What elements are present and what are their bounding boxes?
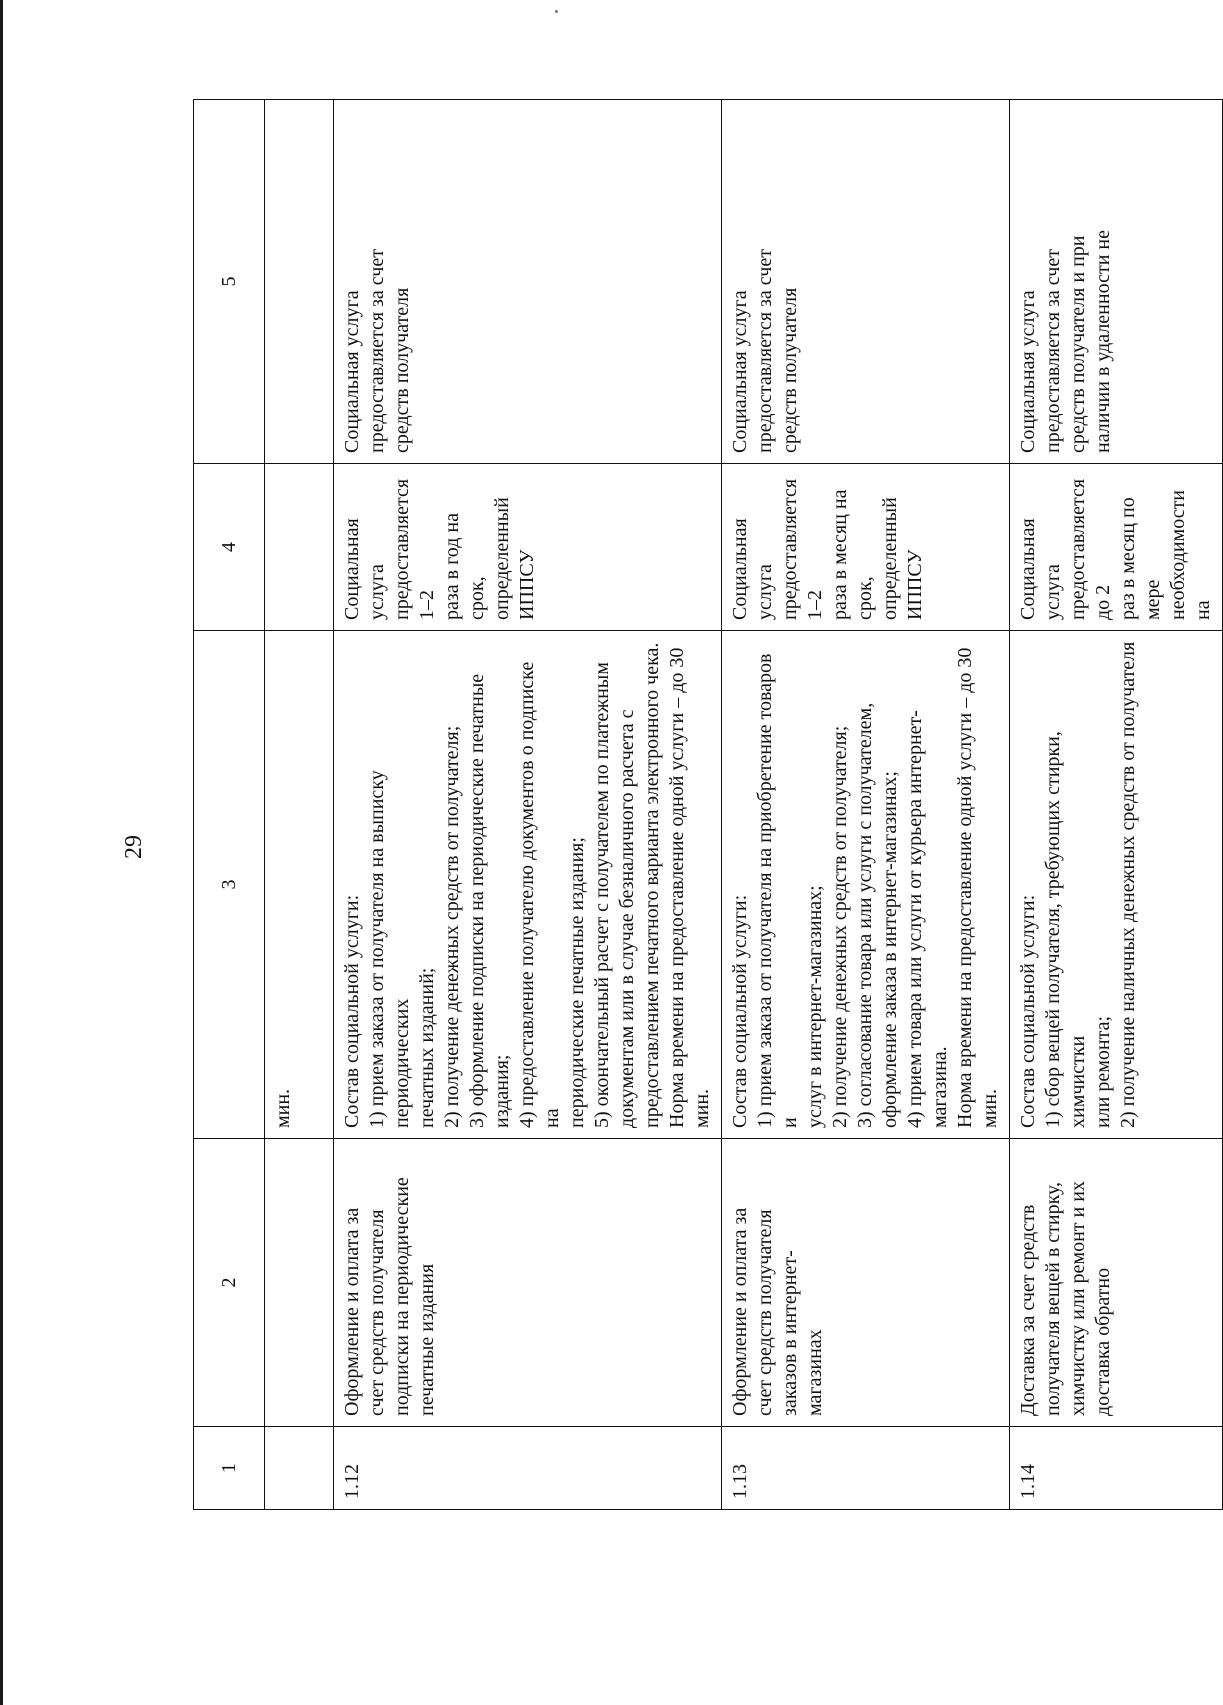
continuation-col-4 (265, 464, 334, 631)
continuation-col-2 (265, 1139, 334, 1427)
service-name-cell (1010, 1139, 1223, 1427)
service-conditions-line: предоставляется за счет (366, 249, 388, 453)
service-composition-line: периодические печатные издания; (566, 837, 588, 1128)
service-composition-line: предоставлением печатного варианта электронного чека. (641, 642, 663, 1128)
header-col-2: 2 (194, 1139, 265, 1427)
header-col-1: 1 (194, 1427, 265, 1510)
service-composition-line: 2) получение наличных денежных средств от получателя (1117, 641, 1139, 1128)
service-name-line: доставка обратно (1092, 1267, 1114, 1416)
service-name-line: заказов в интернет- (779, 1250, 801, 1416)
service-conditions-line: предоставляется за счет (754, 249, 776, 453)
service-name-line: химчистку или ремонт и их (1067, 1181, 1089, 1416)
service-conditions-line: средств получателя (779, 287, 801, 453)
service-frequency-line: Социальная услуга (729, 518, 776, 620)
service-name-line: Оформление и оплата за (729, 1207, 751, 1416)
service-name-line: подписки на периодические (391, 1177, 413, 1416)
service-frequency-line: Социальная услуга (1017, 518, 1064, 620)
service-number-cell (334, 1427, 722, 1510)
service-composition-line: мин. (691, 1088, 713, 1128)
service-number-cell (722, 1427, 1010, 1510)
service-frequency-line: раза в год на срок, (441, 513, 488, 620)
table-row (1010, 100, 1223, 1510)
service-composition-line: 3) согласование товара или услуги с получателем, (854, 702, 876, 1128)
column-number-header-row (194, 100, 265, 1510)
service-composition-line: 2) получение денежных средств от получателя; (441, 725, 463, 1128)
service-composition-line: Состав социальной услуги: (729, 894, 751, 1128)
service-frequency-line: раза в месяц на срок, (829, 489, 876, 620)
service-composition-line: или ремонта; (1092, 1015, 1114, 1128)
service-composition-line: документам или в случае безналичного расчета с (616, 709, 638, 1128)
service-frequency-line: раз в месяц по мере (1117, 497, 1164, 620)
service-number: 1.14 (1017, 1464, 1039, 1499)
service-conditions-line: Социальная услуга (341, 290, 363, 453)
service-name-line: Оформление и оплата за (341, 1207, 363, 1416)
service-frequency-cell (1010, 464, 1223, 631)
service-composition-line: Норма времени на предоставление одной услуги – до 30 (666, 647, 688, 1128)
service-frequency-line: предоставляется до 2 (1067, 478, 1114, 620)
service-conditions-line: наличии в удаленности не (1092, 230, 1114, 453)
service-number: 1.12 (341, 1464, 363, 1499)
scan-edge-shadow (0, 0, 3, 1705)
header-col-3: 3 (194, 631, 265, 1139)
service-frequency-line: ИППСУ (904, 549, 926, 620)
service-name-line: получателя вещей в стирку, (1042, 1181, 1064, 1416)
service-frequency-line: определенный (491, 497, 513, 620)
service-composition-line: магазина. (929, 1046, 951, 1128)
service-conditions-line: предоставляется за счет (1042, 249, 1064, 453)
service-frequency-line: ИППСУ (516, 549, 538, 620)
service-composition-line: Состав социальной услуги: (341, 894, 363, 1128)
service-frequency-cell (722, 464, 1010, 631)
header-col-4: 4 (194, 464, 265, 631)
service-composition-line: издания; (491, 1054, 513, 1128)
service-frequency-line: предоставляется 1–2 (779, 478, 826, 620)
continuation-col-1 (265, 1427, 334, 1510)
service-frequency-line: предоставляется 1–2 (391, 478, 438, 620)
service-composition-cell (722, 631, 1010, 1139)
service-composition-line: 1) прием заказа от получателя на выписку периодических (366, 770, 413, 1128)
service-name-cell (334, 1139, 722, 1427)
table-row (722, 100, 1010, 1510)
service-frequency-line: необходимости на (1167, 489, 1214, 620)
service-name-line: Доставка за счет средств (1017, 1204, 1039, 1416)
service-conditions-cell (722, 100, 1010, 464)
service-conditions-line: Социальная услуга (1017, 290, 1039, 453)
service-composition-line: 1) прием заказа от получателя на приобретение товаров и (754, 653, 801, 1128)
service-conditions-cell (1010, 100, 1223, 464)
continuation-col-3: мин. (265, 631, 334, 1139)
service-conditions-cell (334, 100, 722, 464)
service-name-line: счет средств получателя (754, 1209, 776, 1416)
service-composition-cell (334, 631, 722, 1139)
header-col-5: 5 (194, 100, 265, 464)
service-composition-cell (1010, 631, 1223, 1139)
service-composition-line: 4) прием товара или услуги от курьера интернет- (904, 710, 926, 1128)
service-number-cell (1010, 1427, 1223, 1510)
service-conditions-line: Социальная услуга (729, 290, 751, 453)
page-number: 29 (121, 835, 147, 859)
services-table (193, 99, 1223, 1510)
service-composition-line: 5) окончательный расчет с получателем по платежным (591, 662, 613, 1128)
service-frequency-line: определенный (879, 497, 901, 620)
service-name-line: магазинах (804, 1329, 826, 1416)
continuation-col-5 (265, 100, 334, 464)
service-number: 1.13 (729, 1464, 751, 1499)
service-composition-line: мин. (979, 1088, 1001, 1128)
service-frequency-line: Социальная услуга (341, 518, 388, 620)
service-conditions-line: средств получателя и при (1067, 235, 1089, 453)
scan-dust-mark (555, 10, 558, 13)
service-composition-line: 4) предоставление получателю документов о подписке на (516, 661, 563, 1128)
service-composition-line: 1) сбор вещей получателя, требующих стирки, химчистки (1042, 731, 1089, 1128)
service-rows (334, 100, 1223, 1510)
service-composition-line: 3) оформление подписки на периодические печатные (466, 673, 488, 1128)
table-row (334, 100, 722, 1510)
service-composition-line: оформление заказа в интернет-магазинах; (879, 771, 901, 1128)
service-composition-line: печатных изданий; (416, 967, 438, 1128)
continuation-row (265, 100, 334, 1510)
service-name-line: счет средств получателя (366, 1209, 388, 1416)
service-composition-line: Норма времени на предоставление одной услуги – до 30 (954, 647, 976, 1128)
service-composition-line: Состав социальной услуги: (1017, 894, 1039, 1128)
rotated-table-container (193, 100, 1214, 1510)
service-composition-line: 2) получение денежных средств от получателя; (829, 725, 851, 1128)
service-name-line: печатные издания (416, 1263, 438, 1416)
service-conditions-line: средств получателя (391, 287, 413, 453)
service-composition-line: услуг в интернет-магазинах; (804, 885, 826, 1128)
service-frequency-cell (334, 464, 722, 631)
service-name-cell (722, 1139, 1010, 1427)
